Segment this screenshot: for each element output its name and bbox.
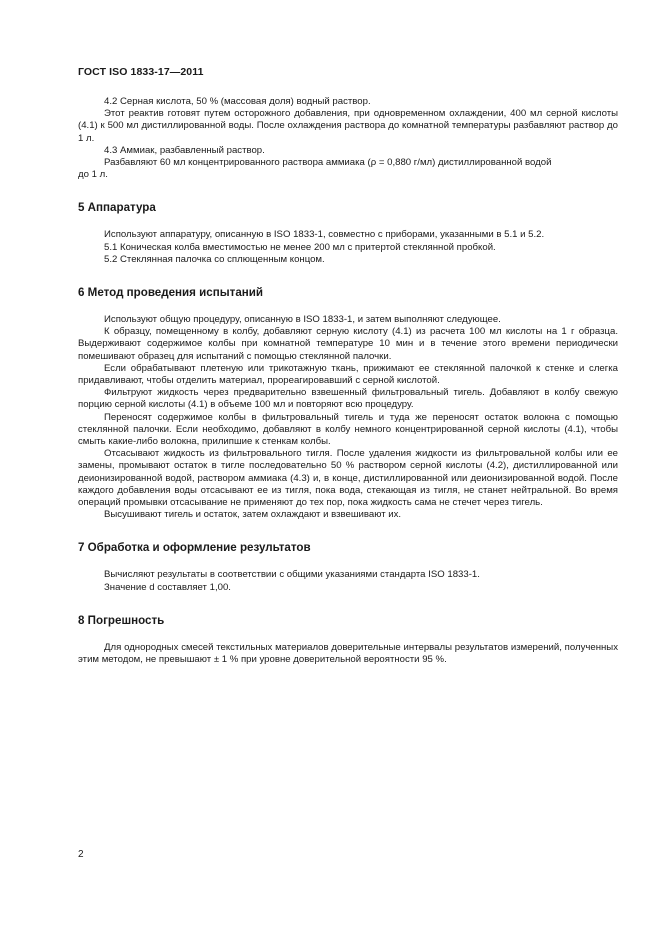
paragraph-5-intro: Используют аппаратуру, описанную в ISO 1833-1, совместно с приборами, указанными в 5.1 и 5.2. [104,229,545,241]
section-7-heading: 7 Обработка и оформление результатов [78,541,311,555]
paragraph-4-3-text-cont: до 1 л. [78,169,108,181]
page-body [78,96,618,666]
paragraph-4-2: 4.2 Серная кислота, 50 % (массовая доля) водный раствор. [104,96,371,107]
paragraph-4-2-text: Этот реактив готовят путем осторожного добавления, при одновременном охлаждении, 400 мл серной кислоты (4.1) к 500 мл дистиллированной воды. После охлаждения раствора до комнатной температуры разбавляют раствор до 1 л. [78,108,618,144]
paragraph-6-5: Переносят содержимое колбы в фильтровальный тигель и туда же переносят остаток волокна с помощью стеклянной палочки. Если необходимо, добавляют в колбу немного концентрированной серной кислоты (4.1), чтобы смыть какие-либо волокна, прилипшие к стенкам колбы. [78,411,618,448]
paragraph-6-3: Если обрабатывают плетеную или трикотажную ткань, прижимают ее стеклянной палочкой к стенке и слегка придавливают, чтобы отделить материал, прореагировавший с серной кислотой. [78,362,618,387]
page-number: 2 [78,849,84,860]
paragraph-6-4: Фильтруют жидкость через предварительно взвешенный фильтровальный тигель. Добавляют в колбу свежую порцию серной кислоты (4.1) в объеме 100 мл и повторяют всю процедуру. [78,387,618,411]
paragraph-4-3: 4.3 Аммиак, разбавленный раствор. [104,144,265,156]
section-6-heading: 6 Метод проведения испытаний [78,286,264,300]
section-5-heading: 5 Аппаратура [78,201,156,215]
paragraph-6-1: Используют общую процедуру, описанную в ISO 1833-1, и затем выполняют следующее. [104,314,501,326]
paragraph-6-6: Отсасывают жидкость из фильтровального тигля. После удаления жидкости из фильтровальной колбы или ее замены, промывают остаток в тигле последовательно 50 % раствором серной кислоты (4.2), дистиллированной или деионизированной водой, раствором аммиака (4.3) и, в конце, дистиллированной или деионизированной водой. После каждого добавления воды отсасывают ее из тигля, пока вода, стекающая из тигля, не станет нейтральной. Во время операций промывки отсасывание не применяют до тех пор, пока жидкость сама не стечет через тигель. [78,448,618,509]
paragraph-6-7: Высушивают тигель и остаток, затем охлаждают и взвешивают их. [104,509,402,521]
paragraph-5-1: 5.1 Коническая колба вместимостью не менее 200 мл с притертой стеклянной пробкой. [104,241,496,253]
paragraph-7-2: Значение d составляет 1,00. [104,581,231,593]
paragraph-7-1: Вычисляют результаты в соответствии с общими указаниями стандарта ISO 1833-1. [104,569,480,581]
document-code-header: ГОСТ ISO 1833-17—2011 [78,66,204,78]
paragraph-6-2: К образцу, помещенному в колбу, добавляют серную кислоту (4.1) из расчета 100 мл кислоты на 1 г образца. Выдерживают содержимое колбы при комнатной температуре 10 мин и в течение этого времени периодически помешивают образец для испытаний с помощью стеклянной палочки. [78,326,618,362]
paragraph-5-2: 5.2 Стеклянная палочка со сплющенным концом. [104,253,325,265]
paragraph-4-3-text: Разбавляют 60 мл концентрированного раствора аммиака (ρ = 0,880 г/мл) дистиллированной водой [104,157,552,169]
paragraph-8-1: Для однородных смесей текстильных материалов доверительные интервалы результатов измерений, полученных этим методом, не превышают ± 1 % при уровне доверительной вероятности 95 %. [78,641,618,666]
section-8-heading: 8 Погрешность [78,613,165,627]
